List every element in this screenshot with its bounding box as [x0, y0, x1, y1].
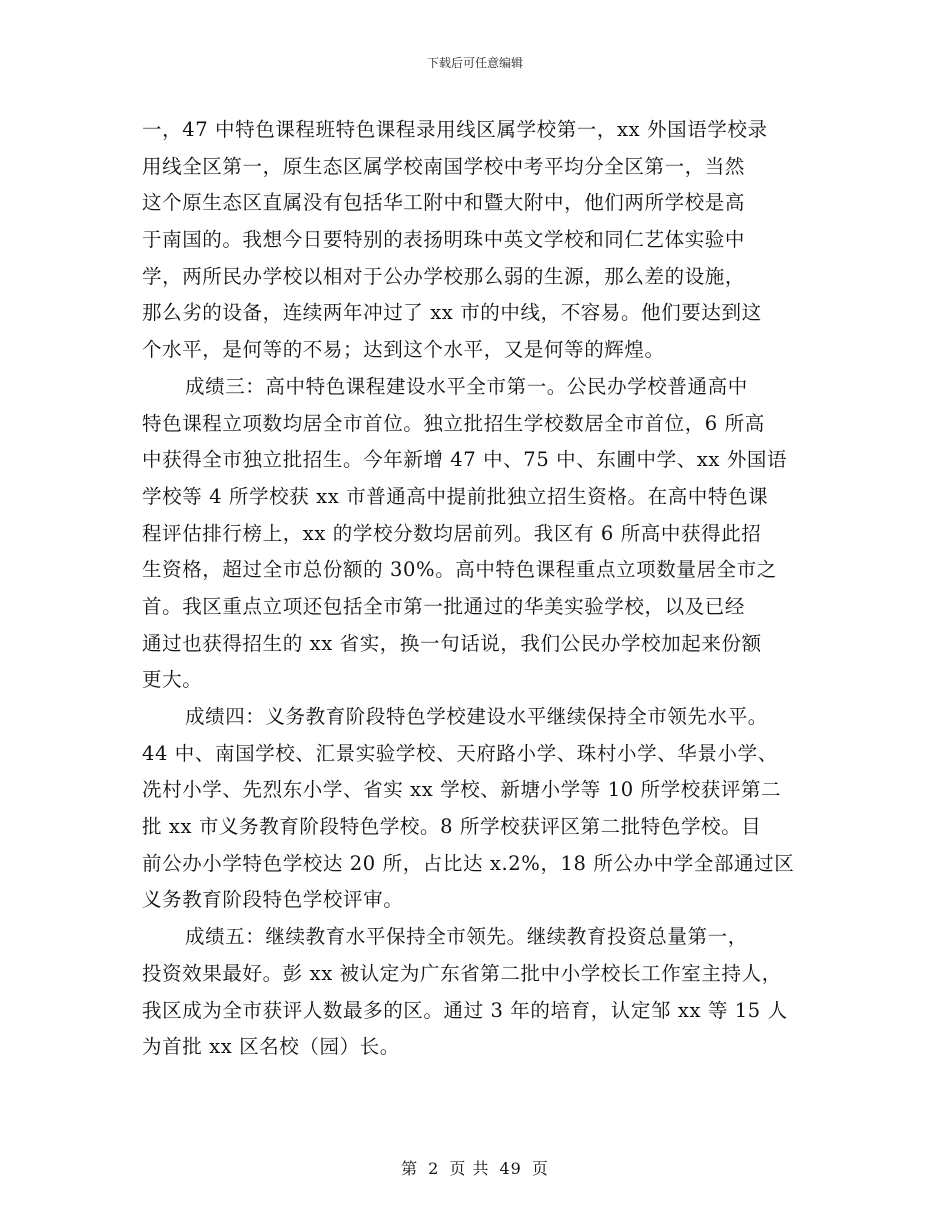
text-line: 一，47 中特色课程班特色课程录用线区属学校第一，xx 外国语学校录	[142, 118, 768, 141]
text-line: 我区成为全市获评人数最多的区。通过 3 年的培育，认定邹 xx 等 15 人	[142, 998, 788, 1022]
text-line: 首。我区重点立项还包括全市第一批通过的华美实验学校，以及已经	[142, 594, 746, 618]
current-page-number: 2	[428, 1159, 440, 1178]
text-line: 特色课程立项数均居全市首位。独立批招生学校数居全市首位，6 所高	[142, 411, 765, 435]
page-footer	[0, 1156, 950, 1179]
text-line: 个水平，是何等的不易；达到这个水平，又是何等的辉煌。	[142, 338, 665, 362]
text-line: 通过也获得招生的 xx 省实，换一句话说，我们公民办学校加起来份额	[142, 631, 762, 655]
footer-suffix: 页	[531, 1159, 549, 1178]
text-line: 用线全区第一，原生态区属学校南国学校中考平均分全区第一，当然	[142, 154, 746, 178]
footer-middle: 页 共	[449, 1159, 490, 1178]
text-line: 更大。	[142, 668, 203, 692]
text-line: 前公办小学特色学校达 20 所，占比达 x.2%，18 所公办中学全部通过区	[142, 851, 795, 875]
text-line: 义务教育阶段特色学校评审。	[142, 888, 404, 912]
paragraph-start-line: 成绩四：义务教育阶段特色学校建设水平继续保持全市领先水平。	[185, 705, 768, 728]
text-line: 投资效果最好。彭 xx 被认定为广东省第二批中小学校长工作室主持人，	[142, 961, 782, 985]
text-line: 那么劣的设备，连续两年冲过了 xx 市的中线，不容易。他们要达到这	[142, 301, 762, 325]
total-page-count: 49	[499, 1159, 522, 1178]
text-line: 冼村小学、先烈东小学、省实 xx 学校、新塘小学等 10 所学校获评第二	[142, 778, 782, 802]
document-body	[142, 112, 807, 1066]
text-line: 为首批 xx 区名校（园）长。	[142, 1035, 400, 1059]
paragraph-start-line: 成绩三：高中特色课程建设水平全市第一。公民办学校普通高中	[185, 374, 748, 398]
text-line: 批 xx 市义务教育阶段特色学校。8 所学校获评区第二批特色学校。目	[142, 815, 762, 839]
text-line: 学，两所民办学校以相对于公办学校那么弱的生源，那么差的设施，	[142, 264, 746, 288]
paragraph-start-line: 成绩五：继续教育水平保持全市领先。继续教育投资总量第一，	[185, 925, 748, 949]
footer-prefix: 第	[401, 1159, 419, 1178]
text-line: 于南国的。我想今日要特别的表扬明珠中英文学校和同仁艺体实验中	[142, 228, 746, 252]
text-line: 学校等 4 所学校获 xx 市普通高中提前批独立招生资格。在高中特色课	[142, 484, 769, 508]
text-line: 44 中、南国学校、汇景实验学校、天府路小学、珠村小学、华景小学、	[142, 741, 778, 765]
text-line: 中获得全市独立批招生。今年新增 47 中、75 中、东圃中学、xx 外国语	[142, 448, 788, 472]
text-line: 程评估排行榜上，xx 的学校分数均居前列。我区有 6 所高中获得此招	[142, 521, 762, 545]
text-line: 这个原生态区直属没有包括华工附中和暨大附中，他们两所学校是高	[142, 191, 746, 215]
page-header: 下载后可任意编辑	[426, 56, 523, 70]
text-line: 生资格，超过全市总份额的 30%。高中特色课程重点立项数量居全市之	[142, 558, 777, 582]
